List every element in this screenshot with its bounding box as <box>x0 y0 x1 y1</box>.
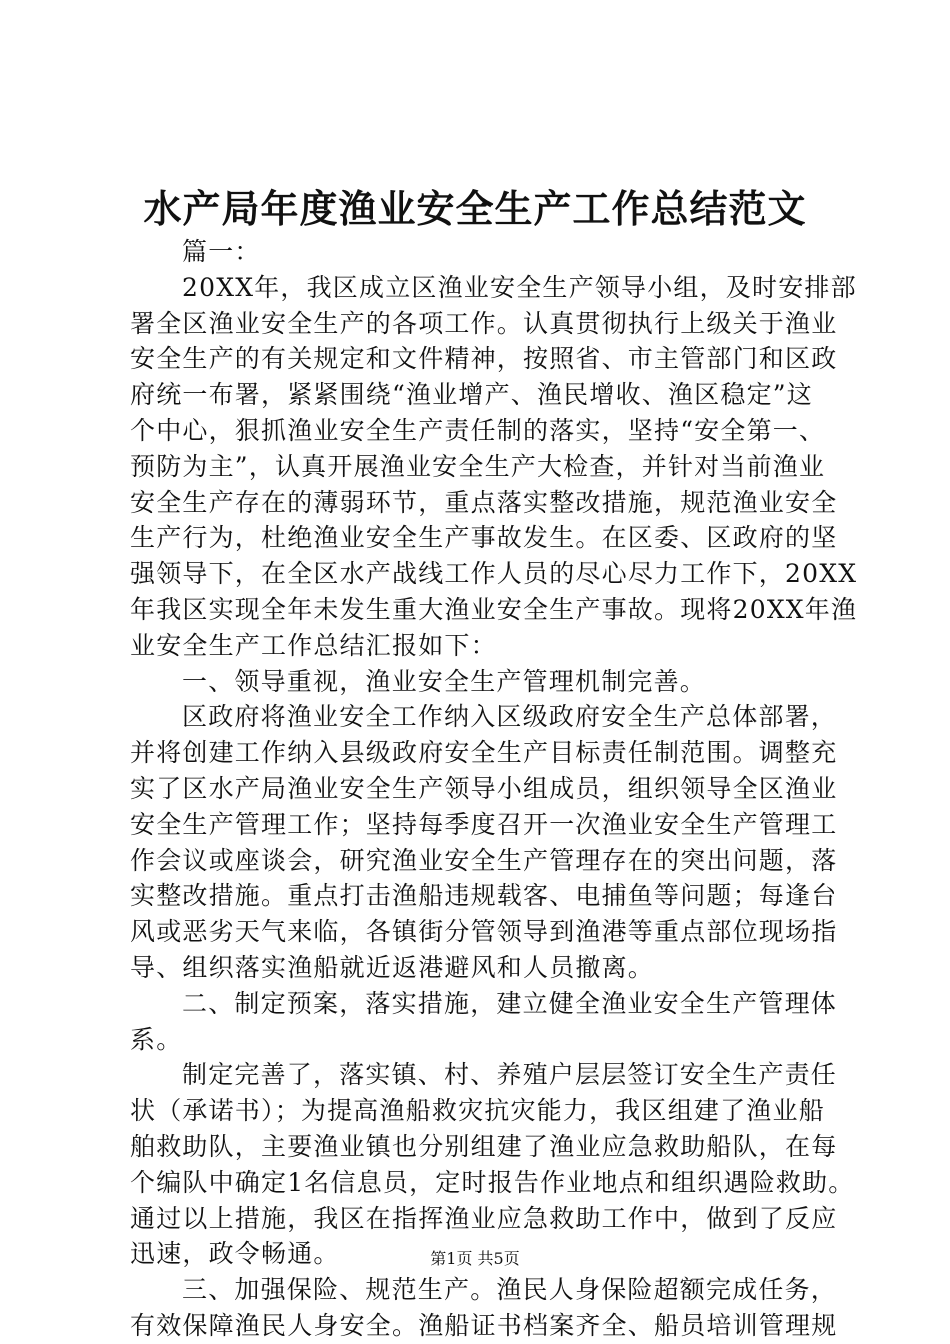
paragraph-line: 年我区实现全年未发生重大渔业安全生产事故。现将20XX年渔 <box>130 594 858 624</box>
paragraph-line: 实整改措施。重点打击渔船违规载客、电捕鱼等问题；每逢台 <box>130 881 838 911</box>
paragraph-line: 预防为主”，认真开展渔业安全生产大检查，并针对当前渔业 <box>130 451 826 481</box>
section-heading: 二、制定预案，落实措施，建立健全渔业安全生产管理体 <box>182 988 838 1018</box>
paragraph-line: 安全生产的有关规定和文件精神，按照省、市主管部门和区政 <box>130 344 838 374</box>
paragraph-line: 制定完善了，落实镇、村、养殖户层层签订安全生产责任 <box>182 1060 838 1090</box>
paragraph-line: 有效保障渔民人身安全。渔船证书档案齐全、船员培训管理规 <box>130 1310 838 1340</box>
paragraph-line: 并将创建工作纳入县级政府安全生产目标责任制范围。调整充 <box>130 738 838 768</box>
paragraph-line: 署全区渔业安全生产的各项工作。认真贯彻执行上级关于渔业 <box>130 308 838 338</box>
page-number-footer: 第1页 共5页 <box>430 1249 520 1268</box>
paragraph-line: 安全生产管理工作；坚持每季度召开一次渔业安全生产管理工 <box>130 809 838 839</box>
paragraph-line: 个中心，狠抓渔业安全生产责任制的落实，坚持“安全第一、 <box>130 415 826 445</box>
paragraph-line: 实了区水产局渔业安全生产领导小组成员，组织领导全区渔业 <box>130 773 838 803</box>
paragraph-line: 舶救助队，主要渔业镇也分别组建了渔业应急救助船队，在每 <box>130 1131 838 1161</box>
paragraph-line: 作会议或座谈会，研究渔业安全生产管理存在的突出问题，落 <box>130 845 838 875</box>
document-title: 水产局年度渔业安全生产工作总结范文 <box>143 186 807 231</box>
paragraph-line: 区政府将渔业安全工作纳入区级政府安全生产总体部署， <box>182 702 838 732</box>
paragraph-line: 府统一布署，紧紧围绕“渔业增产、渔民增收、渔区稳定”这 <box>130 380 813 410</box>
paragraph-line: 风或恶劣天气来临，各镇街分管领导到渔港等重点部位现场指 <box>130 917 838 947</box>
paragraph-line: 个编队中确定1名信息员，定时报告作业地点和组织遇险救助。 <box>130 1167 855 1197</box>
paragraph-line: 业安全生产工作总结汇报如下： <box>130 630 497 660</box>
document-body <box>130 234 858 1344</box>
paragraph-line: 强领导下，在全区水产战线工作人员的尽心尽力工作下，20XX <box>130 559 858 589</box>
paragraph-line: 导、组织落实渔船就近返港避风和人员撤离。 <box>130 952 655 982</box>
section-heading: 三、加强保险、规范生产。渔民人身保险超额完成任务， <box>182 1275 838 1305</box>
paragraph-line: 状（承诺书）；为提高渔船救灾抗灾能力，我区组建了渔业船 <box>130 1096 825 1126</box>
paragraph-line: 生产行为，杜绝渔业安全生产事故发生。在区委、区政府的坚 <box>130 523 838 553</box>
section-heading: 一、领导重视，渔业安全生产管理机制完善。 <box>182 666 707 696</box>
paragraph-line: 通过以上措施，我区在指挥渔业应急救助工作中，做到了反应 <box>130 1203 838 1233</box>
section-label: 篇一： <box>182 237 261 266</box>
paragraph-line: 安全生产存在的薄弱环节，重点落实整改措施，规范渔业安全 <box>130 487 838 517</box>
paragraph-line: 迅速，政令畅通。 <box>130 1239 340 1269</box>
section-heading-continued: 系。 <box>130 1024 183 1054</box>
paragraph-line: 20XX年，我区成立区渔业安全生产领导小组，及时安排部 <box>182 272 857 302</box>
